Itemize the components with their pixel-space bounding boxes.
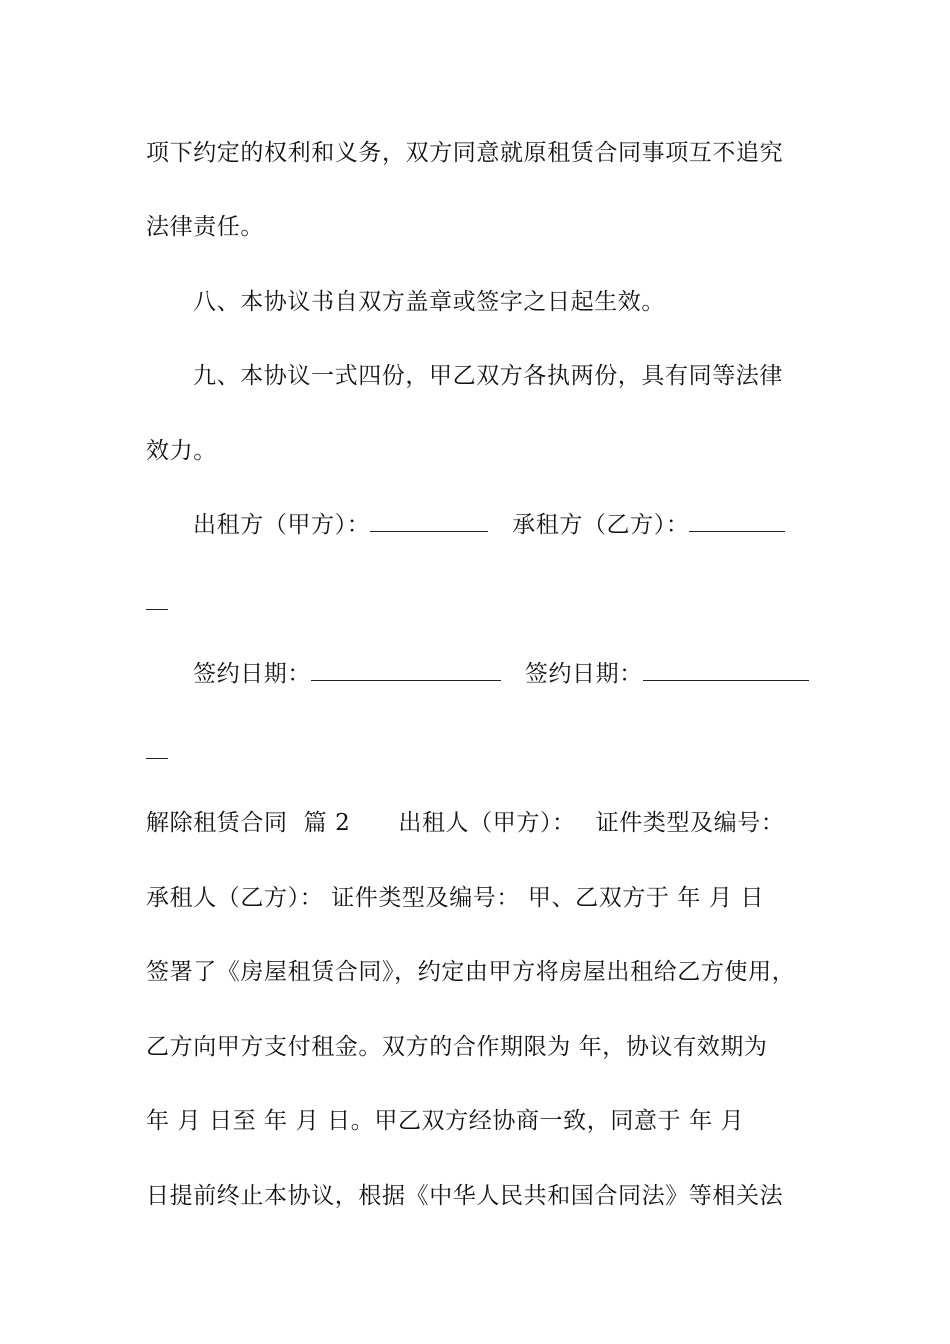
lessor-date-blank[interactable] (311, 660, 501, 681)
date-row (193, 659, 809, 689)
clause-nine: 九、本协议一式四份，甲乙双方各执两份，具有同等法律 (193, 363, 783, 389)
paragraph-line: 乙方向甲方支付租金。双方的合作期限为 年，协议有效期为 (146, 1034, 768, 1060)
lessee-label: 承租方（乙方）： (512, 512, 690, 538)
paragraph-line: 效力。 (146, 438, 217, 464)
section-two-header (146, 808, 784, 838)
lessor-party-label: 出租人（甲方）： (398, 810, 576, 836)
date-label-lessee: 签约日期： (524, 661, 643, 687)
section-part: 篇 2 (303, 810, 351, 836)
signature-row (193, 510, 785, 540)
lessor-label: 出租方（甲方）： (193, 512, 371, 538)
underline-continuation (146, 609, 168, 610)
paragraph-line: 法律责任。 (146, 214, 264, 240)
lessor-signature-blank[interactable] (370, 511, 488, 532)
lessee-signature-blank[interactable] (689, 511, 785, 532)
lessee-date-blank[interactable] (643, 660, 809, 681)
id-type-label: 证件类型及编号： (595, 810, 785, 836)
paragraph-line: 承租人（乙方）： 证件类型及编号： 甲、乙双方于 年 月 日 (146, 885, 765, 911)
section-title: 解除租赁合同 (146, 810, 288, 836)
paragraph-line: 日提前终止本协议，根据《中华人民共和国合同法》等相关法 (146, 1183, 784, 1209)
paragraph-line: 项下约定的权利和义务，双方同意就原租赁合同事项互不追究 (146, 140, 784, 166)
clause-eight: 八、本协议书自双方盖章或签字之日起生效。 (193, 289, 665, 315)
paragraph-line: 签署了《房屋租赁合同》，约定由甲方将房屋出租给乙方使用， (146, 959, 796, 985)
underline-continuation (146, 758, 168, 759)
paragraph-line: 年 月 日至 年 月 日。甲乙双方经协商一致，同意于 年 月 (146, 1108, 745, 1134)
date-label-lessor: 签约日期： (193, 661, 311, 687)
